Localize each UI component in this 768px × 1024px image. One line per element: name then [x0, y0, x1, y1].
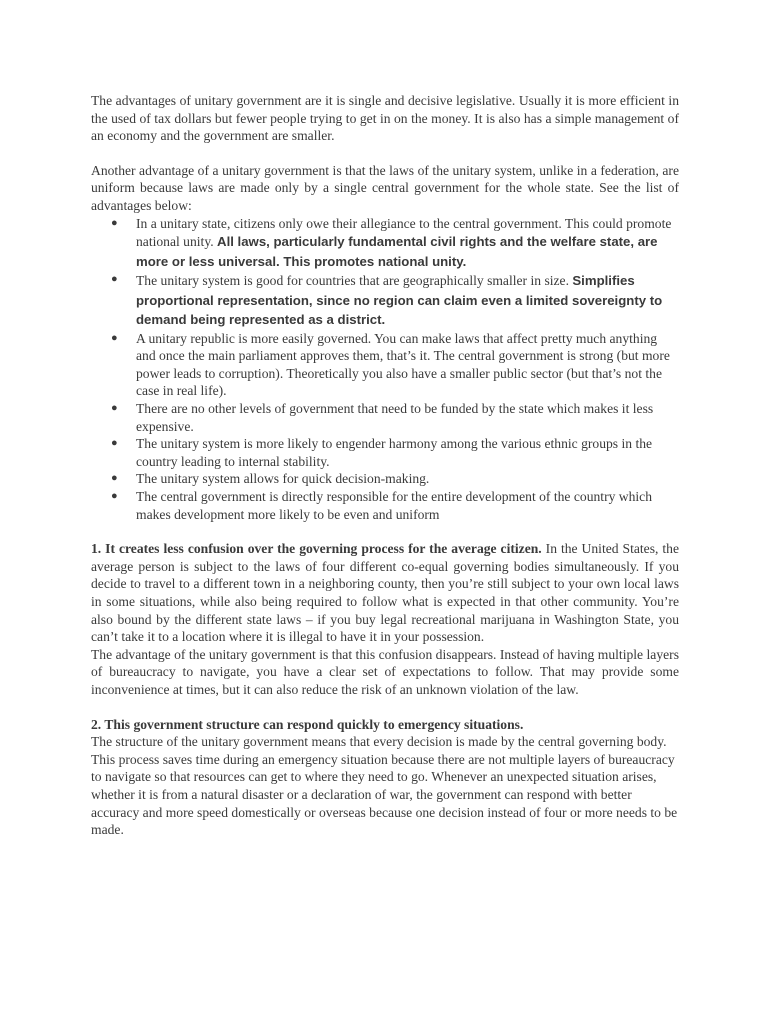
- section-1-heading: 1. It creates less confusion over the governing process for the average citizen.: [91, 541, 542, 557]
- section-2-heading: 2. This government structure can respond quickly to emergency situations.: [91, 716, 524, 732]
- list-item: [91, 330, 679, 400]
- list-item-text: A unitary republic is more easily governed. You can make laws that affect pretty much anything and once the main parliament approves them, that’s it. The central government is strong (but more power leads to corruption). Theoretically you also have a smaller public sector (but that’s not the case in real life).: [136, 330, 670, 399]
- list-item-text: The unitary system is more likely to engender harmony among the various ethnic groups in the country leading to internal stability.: [136, 436, 653, 469]
- intro-paragraph-1: The advantages of unitary government are it is single and decisive legislative. Usually it is more efficient in the used of tax dollars but fewer people trying to get in on the money. It is also has a simple management of an economy and the government are smaller.: [91, 93, 679, 144]
- bullet-icon: ●: [111, 490, 118, 502]
- bullet-icon: ●: [111, 216, 118, 229]
- bullet-icon: ●: [111, 331, 118, 344]
- list-item-bold-text: Simplifies proportional representation, since no region can claim even a limited sovereignty to demand being represented as a district.: [136, 273, 663, 328]
- section-1: [91, 540, 679, 698]
- document-page: [91, 92, 679, 839]
- bullet-icon: ●: [111, 437, 118, 450]
- intro-paragraph-2: Another advantage of a unitary government is that the laws of the unitary system, unlike in a federation, are uniform because laws are made only by a single central government for the whole state. See the list of advantages below:: [91, 162, 679, 213]
- list-item-text: In a unitary state, citizens only owe their allegiance to the central government. This could promote national unity.: [136, 215, 672, 250]
- bullet-icon: ●: [111, 472, 118, 485]
- bullet-icon: ●: [111, 273, 118, 286]
- list-item-text: The unitary system allows for quick decision-making.: [136, 471, 430, 487]
- list-item: [91, 215, 679, 272]
- advantages-list: [91, 215, 679, 524]
- list-item-bold-text: All laws, particularly fundamental civil rights and the welfare state, are more or less universal. This promotes national unity.: [136, 234, 658, 269]
- section-1-paragraph-1: [91, 540, 679, 646]
- list-item-text: There are no other levels of government that need to be funded by the state which makes it less expensive.: [136, 401, 654, 434]
- list-item-text: The central government is directly responsible for the entire development of the country which makes development more likely to be even and uniform: [136, 489, 653, 522]
- bullet-icon: ●: [111, 402, 118, 415]
- list-item: [91, 400, 679, 435]
- section-1-paragraph-2: The advantage of the unitary government is that this confusion disappears. Instead of having multiple layers of bureaucracy to navigate, you have a clear set of expectations to follow. That may provide some inconvenience at times, but it can also reduce the risk of an unknown violation of the law.: [91, 646, 679, 697]
- list-item: [91, 271, 679, 330]
- section-2: [91, 716, 679, 839]
- list-item: [91, 435, 679, 470]
- list-item: [91, 488, 679, 523]
- section-1-body: In the United States, the average person is subject to the laws of four different co-equal governing bodies simultaneously. If you decide to travel to a different town in a neighboring county, then you’re still subject to your own local laws in some situations, while also being required to follow what is expected in that other community. You’re also bound by the different state laws – if you buy legal recreational marijuana in Washington State, you can’t take it to a location where it is illegal to have it in your possession.: [91, 541, 679, 645]
- list-item: [91, 470, 679, 488]
- section-2-paragraph-1: The structure of the unitary government means that every decision is made by the central governing body. This process saves time during an emergency situation because there are not multiple layers of bureaucracy to navigate so that resources can get to where they need to go. Whenever an unexpected situation arises, whether it is from a natural disaster or a declaration of war, the government can respond with better accuracy and more speed domestically or overseas because one decision instead of four or more needs to be made.: [91, 734, 678, 838]
- list-item-text: The unitary system is good for countries that are geographically smaller in size.: [136, 273, 573, 289]
